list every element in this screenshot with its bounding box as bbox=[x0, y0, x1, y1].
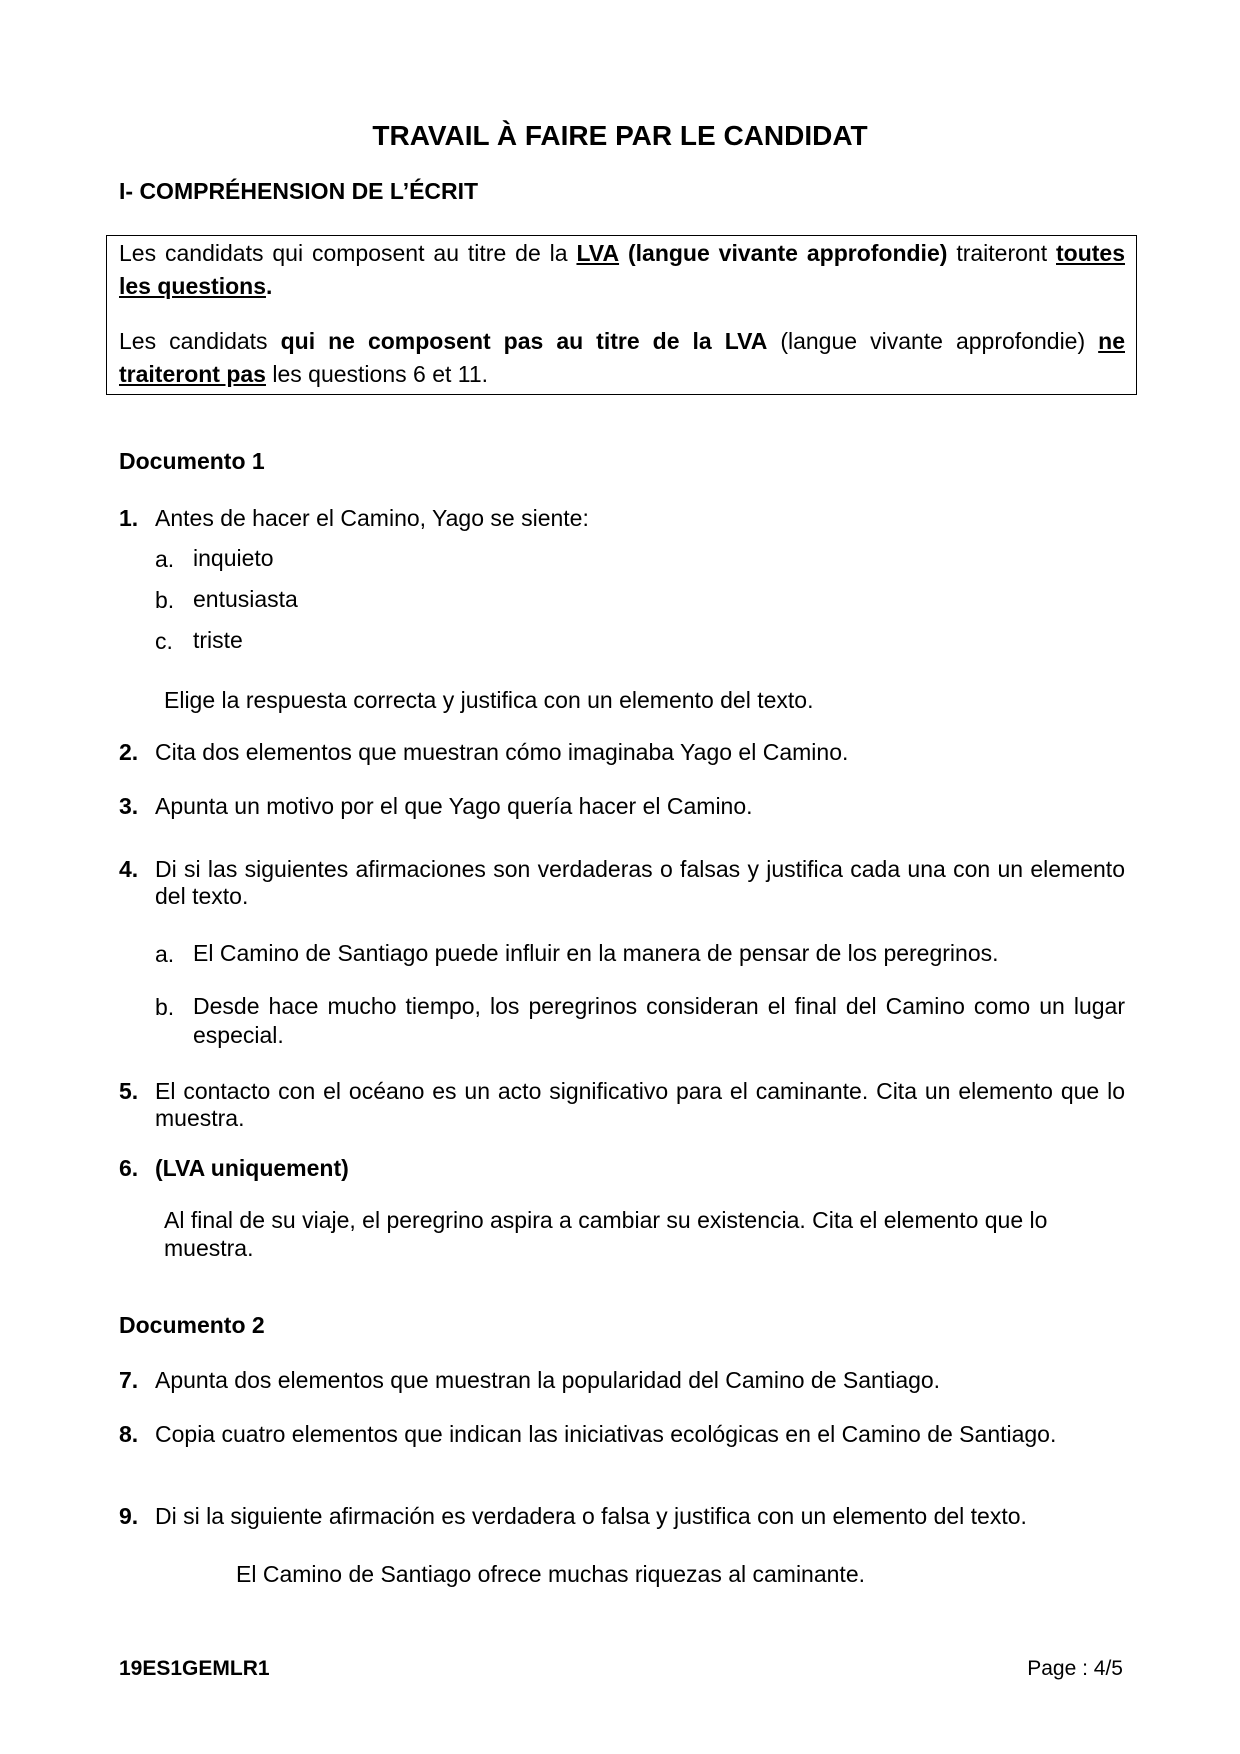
question-4-text: Di si las siguientes afirmaciones son verdaderas o falsas y justifica cada una con un elemento del texto. bbox=[155, 856, 1125, 909]
question-4-option-b-label: b. bbox=[155, 994, 175, 1020]
document-code: 19ES1GEMLR1 bbox=[119, 1657, 270, 1680]
question-1-number: 1. bbox=[119, 505, 139, 531]
section-heading: I- COMPRÉHENSION DE L’ÉCRIT bbox=[119, 178, 479, 204]
question-7-number: 7. bbox=[119, 1367, 139, 1393]
question-2-text: Cita dos elementos que muestran cómo imaginaba Yago el Camino. bbox=[155, 739, 849, 765]
question-8-text: Copia cuatro elementos que indican las iniciativas ecológicas en el Camino de Santiago. bbox=[155, 1421, 1057, 1447]
page-number: Page : 4/5 bbox=[1027, 1657, 1123, 1680]
question-5-text: El contacto con el océano es un acto significativo para el caminante. Cita un elemento que lo muestra. bbox=[155, 1078, 1125, 1131]
question-1-option-c: triste bbox=[193, 627, 243, 653]
question-4-option-b: Desde hace mucho tiempo, los peregrinos consideran el final del Camino como un lugar especial. bbox=[193, 993, 1125, 1048]
document-1-heading: Documento 1 bbox=[119, 448, 265, 474]
question-3-number: 3. bbox=[119, 793, 139, 819]
question-9-text: Di si la siguiente afirmación es verdadera o falsa y justifica con un elemento del texto. bbox=[155, 1503, 1027, 1529]
question-9-statement: El Camino de Santiago ofrece muchas riquezas al caminante. bbox=[236, 1561, 866, 1587]
question-1-text: Antes de hacer el Camino, Yago se siente: bbox=[155, 505, 589, 531]
question-2-number: 2. bbox=[119, 739, 139, 765]
question-1-option-b-label: b. bbox=[155, 587, 175, 613]
instructions-paragraph-2: Les candidats qui ne composent pas au titre de la LVA (langue vivante approfondie) ne traiteront pas les questions 6 et 11. bbox=[119, 328, 1125, 387]
question-1-option-a-label: a. bbox=[155, 546, 175, 572]
question-9-number: 9. bbox=[119, 1503, 139, 1529]
question-1-instruction: Elige la respuesta correcta y justifica con un elemento del texto. bbox=[164, 687, 814, 713]
page-title: TRAVAIL À FAIRE PAR LE CANDIDAT bbox=[372, 120, 868, 151]
question-4-number: 4. bbox=[119, 856, 139, 882]
question-4-option-a: El Camino de Santiago puede influir en la manera de pensar de los peregrinos. bbox=[193, 940, 999, 966]
question-3-text: Apunta un motivo por el que Yago quería hacer el Camino. bbox=[155, 793, 753, 819]
question-1-option-a: inquieto bbox=[193, 545, 274, 571]
question-6-label: (LVA uniquement) bbox=[155, 1155, 349, 1181]
question-5-number: 5. bbox=[119, 1078, 139, 1104]
document-2-heading: Documento 2 bbox=[119, 1312, 265, 1338]
question-8-number: 8. bbox=[119, 1421, 139, 1447]
question-1-option-b: entusiasta bbox=[193, 586, 298, 612]
question-6-number: 6. bbox=[119, 1155, 139, 1181]
question-4-option-a-label: a. bbox=[155, 941, 175, 967]
instructions-paragraph-1: Les candidats qui composent au titre de la LVA (langue vivante approfondie) traiteront toutes les questions. bbox=[119, 240, 1125, 299]
question-1-option-c-label: c. bbox=[155, 628, 173, 654]
question-6-text: Al final de su viaje, el peregrino aspira a cambiar su existencia. Cita el elemento que lo muestra. bbox=[164, 1207, 1048, 1261]
question-7-text: Apunta dos elementos que muestran la popularidad del Camino de Santiago. bbox=[155, 1367, 941, 1393]
